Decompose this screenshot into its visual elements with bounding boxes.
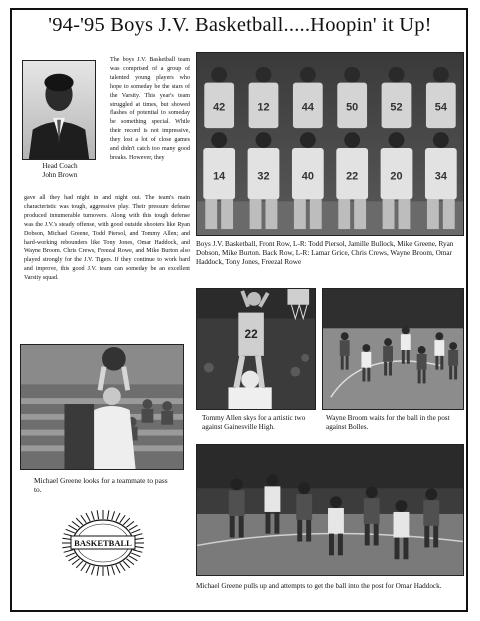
- broom-photo: [322, 288, 464, 410]
- seal-ray: [66, 553, 75, 557]
- seal-ray: [126, 559, 134, 565]
- coach-name: John Brown: [42, 171, 78, 179]
- greene-pass-photo: [20, 344, 184, 470]
- coach-caption: [30, 162, 90, 180]
- seal-ray: [72, 559, 80, 565]
- seal-ray: [91, 511, 94, 520]
- seal-ray: [76, 561, 83, 568]
- story-wide-column: gave all they had night in and night out. The team's main characteristic was tough, aggressive play. Their pressure defense produced innumerable turnovers. Along with this tough defense was the J.V.'s steady offense, with good outside shooters like Ryan Dobson, Michael Greene, Todd Piersol, and Tommy Allen; and hard-working rebounders like Tony Jones, Omar Haddock, and Wayne Broom. Chris Crews, Freezal Rowe, and Mike Burton also played strongly for the J.V. Tigers. If they continue to work hard and improve, this good J.V. team can someday be an excellent Varsity squad.: [24, 195, 190, 282]
- greene-pullup-caption: Michael Greene pulls up and attempts to get the ball into the post for Omar Haddock.: [196, 582, 442, 590]
- team-back-jersey-number: 50: [346, 101, 359, 114]
- team-front-jersey-number: 20: [390, 170, 403, 183]
- seal-ray: [69, 525, 77, 530]
- seal-ray: [112, 511, 115, 520]
- seal-ray: [133, 550, 143, 553]
- seal-ray: [107, 510, 108, 519]
- team-front-jersey-number: 22: [346, 170, 359, 183]
- seal-ray: [120, 515, 125, 523]
- seal-ray: [69, 556, 77, 561]
- team-photo-scene: [197, 53, 463, 235]
- coach-title: Head Coach: [42, 162, 78, 170]
- seal-ray: [72, 521, 80, 527]
- seal-ray: [64, 550, 74, 553]
- team-back-jersey-number: 44: [301, 101, 314, 114]
- seal-ray: [66, 529, 75, 533]
- team-back-jersey-number: 54: [434, 101, 447, 114]
- basketball-seal: [60, 508, 146, 578]
- seal-ray: [120, 563, 125, 571]
- seal-ray: [123, 561, 130, 568]
- allen-jersey-number: 22: [244, 327, 258, 342]
- broom-caption: Wayne Broom waits for the ball in the post against Bolles.: [326, 414, 450, 431]
- seal-ray: [123, 518, 130, 525]
- story-narrow-column: The boys J.V. Basketball team was comprised of a group of talented young players who hope to someday be the stars of the Varsity. This year's team struggled at times, but showed flashes of potential to someday be something special. While their record is not impressive, they lost a lot of close games and didn't catch too many good breaks. However, they: [110, 57, 190, 161]
- team-back-jersey-number: 12: [257, 101, 270, 114]
- seal-ray: [131, 529, 140, 533]
- allen-photo: [196, 288, 316, 410]
- allen-caption: Tommy Allen skys for a artistic two against Gainesville High.: [202, 414, 306, 431]
- coach-portrait-photo: [22, 60, 96, 160]
- seal-ray: [81, 563, 86, 571]
- seal-ray: [129, 556, 137, 561]
- seal-ray: [126, 521, 134, 527]
- team-front-jersey-number: 40: [301, 170, 314, 183]
- page-title: '94-'95 Boys J.V. Basketball.....Hoopin' it Up!: [48, 14, 432, 36]
- seal-ray: [91, 566, 94, 575]
- team-front-jersey-number: 34: [434, 170, 447, 183]
- seal-ray: [97, 510, 98, 519]
- team-back-jersey-number: 42: [213, 101, 226, 114]
- seal-ray: [107, 567, 108, 576]
- seal-ray: [97, 567, 98, 576]
- seal-ray: [86, 513, 90, 521]
- seal-ray: [129, 525, 137, 530]
- seal-ray: [81, 515, 86, 523]
- team-photo-caption: Boys J.V. Basketball, Front Row, L-R: Todd Piersol, Jamille Bullock, Mike Greene, Ryan Dobson, Mike Burton. Back Row, L-R: Lamar Grice, Chris Crews, Wayne Broom, Omar Haddock, Tony Jones, Freezal Rowe: [196, 240, 454, 266]
- seal-ray: [86, 565, 90, 573]
- seal-ray: [116, 565, 120, 573]
- greene-pullup-photo: [196, 444, 464, 576]
- greene-pass-caption: Michael Greene looks for a teammate to pass to.: [34, 476, 168, 494]
- seal-ray: [131, 553, 140, 557]
- team-front-jersey-number: 32: [257, 170, 270, 183]
- seal-ray: [76, 518, 83, 525]
- team-front-jersey-number: 14: [213, 170, 226, 183]
- seal-ray: [112, 566, 115, 575]
- seal-label: BASKETBALL: [74, 538, 132, 548]
- team-back-jersey-number: 52: [390, 101, 403, 114]
- team-photo: [196, 52, 464, 236]
- seal-ray: [116, 513, 120, 521]
